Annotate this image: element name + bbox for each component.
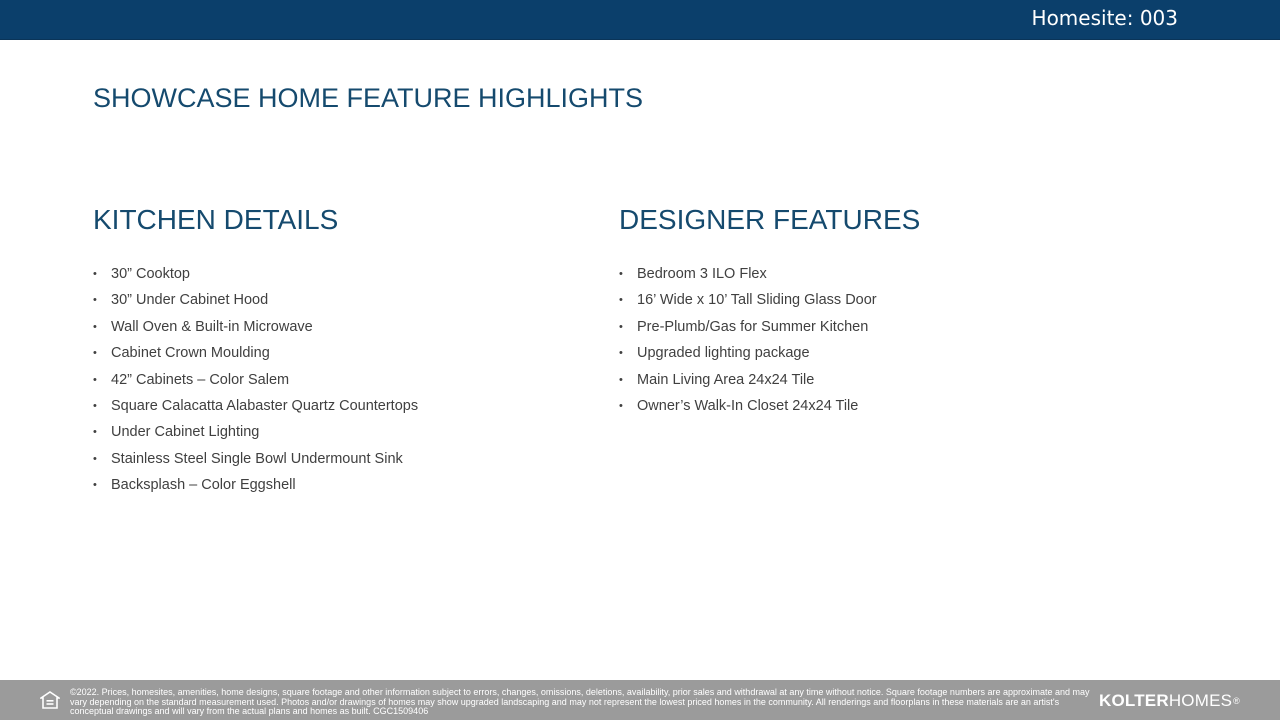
list-item: [619, 367, 920, 393]
bullet-icon: •: [619, 294, 623, 307]
bullet-icon: •: [619, 268, 623, 280]
bullet-icon: •: [619, 400, 623, 413]
kitchen-details-heading: KITCHEN DETAILS: [93, 204, 339, 235]
list-item: [93, 419, 418, 445]
list-item-text: Under Cabinet Lighting: [111, 424, 260, 441]
list-item: [619, 340, 920, 366]
list-item-text: Cabinet Crown Moulding: [111, 345, 270, 362]
page-title: SHOWCASE HOME FEATURE HIGHLIGHTS: [93, 83, 644, 113]
list-item: [93, 393, 418, 419]
footer-bar: [0, 680, 1280, 720]
designer-features-heading: DESIGNER FEATURES: [619, 204, 921, 235]
designer-features-list: [619, 261, 920, 419]
list-item-text: Wall Oven & Built-in Microwave: [111, 318, 313, 335]
list-item: [93, 367, 418, 393]
list-item: [93, 261, 418, 287]
list-item: [93, 314, 418, 340]
bullet-icon: •: [619, 373, 623, 386]
bullet-icon: •: [93, 452, 97, 465]
bullet-icon: •: [93, 426, 97, 439]
list-item: [619, 393, 920, 419]
list-item-text: Backsplash – Color Eggshell: [111, 477, 296, 494]
list-item: [93, 472, 418, 498]
list-item-text: Square Calacatta Alabaster Quartz Countertops: [111, 398, 419, 415]
list-item: [93, 287, 418, 313]
bullet-icon: •: [619, 347, 623, 360]
list-item-text: Main Living Area 24x24 Tile: [637, 371, 815, 388]
list-item-text: 16’ Wide x 10’ Tall Sliding Glass Door: [637, 292, 877, 309]
bullet-icon: •: [93, 400, 97, 413]
legal-disclaimer: ©2022. Prices, homesites, amenities, home designs, square footage and other information subject to errors, changes, omissions, deletions, availability, prior sales and withdrawal at any time without notice. Square footage numbers are approximate and may vary depending on the standard measurement used. Photos and/or drawings of homes may show upgraded landscaping and may not represent the lowest priced homes in the community. All renderings and floorplans in these materials are an artist's conceptual drawings and will vary from the actual plans and homes as built. CGC1509406: [70, 687, 1090, 717]
list-item-text: Pre-Plumb/Gas for Summer Kitchen: [637, 318, 869, 335]
header-bar: [0, 0, 1280, 40]
kitchen-details-list: [93, 261, 418, 499]
brand-strong-text: KOLTER: [1098, 691, 1169, 710]
homesite-label: Homesite: 003: [1031, 6, 1178, 30]
designer-features-section: [619, 203, 920, 419]
bullet-icon: •: [93, 479, 97, 492]
list-item-text: 30” Cooktop: [111, 266, 190, 282]
bullet-icon: •: [93, 347, 97, 360]
list-item: [619, 287, 920, 313]
list-item-text: Bedroom 3 ILO Flex: [637, 266, 767, 282]
list-item: [619, 314, 920, 340]
bullet-icon: •: [93, 268, 97, 280]
bullet-icon: •: [93, 320, 97, 333]
list-item: [619, 261, 920, 287]
bullet-icon: •: [619, 320, 623, 333]
brand-light-text: HOMES: [1168, 691, 1233, 710]
bullet-icon: •: [93, 294, 97, 307]
registered-mark: ®: [1233, 696, 1240, 706]
list-item-text: Owner’s Walk-In Closet 24x24 Tile: [637, 398, 859, 415]
list-item-text: 30” Under Cabinet Hood: [111, 292, 269, 309]
equal-housing-opportunity-icon: [40, 691, 60, 709]
list-item-text: 42” Cabinets – Color Salem: [111, 371, 290, 388]
list-item: [93, 340, 418, 366]
list-item-text: Stainless Steel Single Bowl Undermount Sink: [111, 450, 403, 467]
bullet-icon: •: [93, 373, 97, 386]
list-item: [93, 446, 418, 472]
list-item-text: Upgraded lighting package: [637, 345, 810, 362]
kitchen-details-section: [93, 203, 418, 499]
kolter-homes-logo: [1099, 690, 1240, 712]
